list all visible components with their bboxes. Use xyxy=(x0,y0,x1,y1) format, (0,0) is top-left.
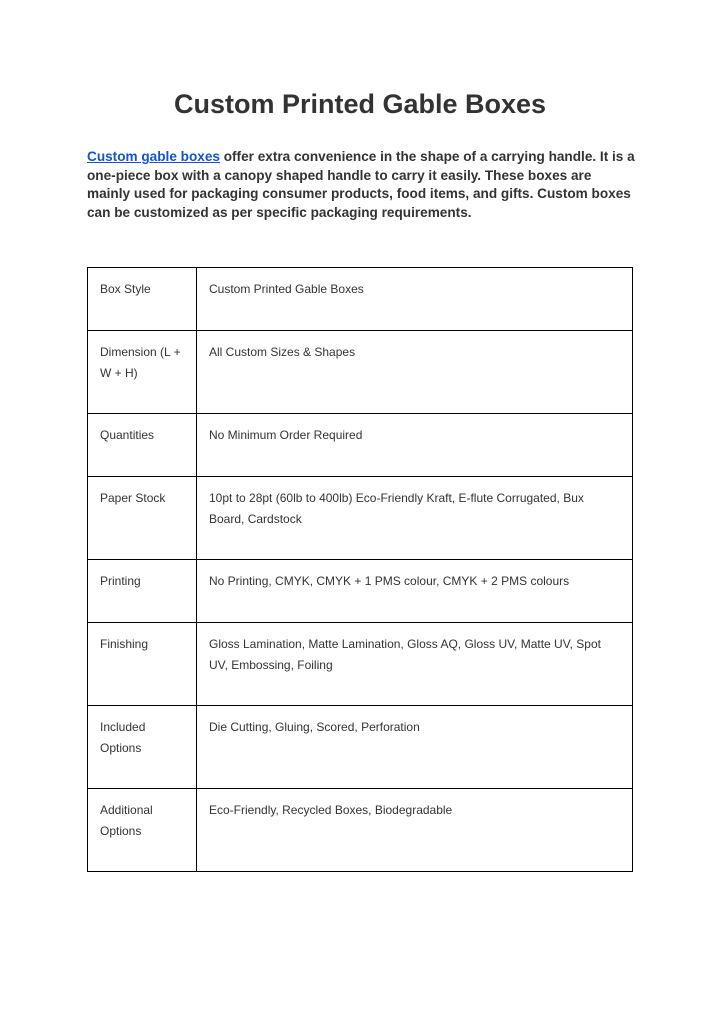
intro-text: offer extra convenience in the shape of a carrying handle. It is a one-piece box with a canopy shaped handle to carry it easily. These boxes are mainly used for packaging consumer products, food items, and gifts. Custom boxes can be customized as per specific packaging requirements. xyxy=(87,149,635,220)
spec-value-finishing: Gloss Lamination, Matte Lamination, Gloss AQ, Gloss UV, Matte UV, Spot UV, Embossing, Foiling xyxy=(197,623,633,706)
spec-label-printing: Printing xyxy=(88,560,197,623)
spec-label-dimension: Dimension (L + W + H) xyxy=(88,331,197,414)
table-row xyxy=(88,560,633,623)
spec-label-quantities: Quantities xyxy=(88,414,197,477)
spec-value-printing: No Printing, CMYK, CMYK + 1 PMS colour, CMYK + 2 PMS colours xyxy=(197,560,633,623)
page-title: Custom Printed Gable Boxes xyxy=(173,89,547,119)
table-row xyxy=(88,789,633,872)
spec-value-dimension: All Custom Sizes & Shapes xyxy=(197,331,633,414)
spec-value-paper-stock: 10pt to 28pt (60lb to 400lb) Eco-Friendly Kraft, E-flute Corrugated, Bux Board, Cardstock xyxy=(197,477,633,560)
table-row xyxy=(88,477,633,560)
spec-value-box-style: Custom Printed Gable Boxes xyxy=(197,268,633,331)
spec-value-quantities: No Minimum Order Required xyxy=(197,414,633,477)
table-row xyxy=(88,268,633,331)
table-row xyxy=(88,414,633,477)
table-row xyxy=(88,706,633,789)
spec-label-paper-stock: Paper Stock xyxy=(88,477,197,560)
intro-paragraph xyxy=(87,148,635,222)
spec-value-additional-options: Eco-Friendly, Recycled Boxes, Biodegradable xyxy=(197,789,633,872)
custom-gable-boxes-link[interactable]: Custom gable boxes xyxy=(87,149,220,164)
spec-table xyxy=(87,267,633,872)
spec-label-included-options: Included Options xyxy=(88,706,197,789)
spec-label-additional-options: Additional Options xyxy=(88,789,197,872)
spec-label-finishing: Finishing xyxy=(88,623,197,706)
table-row xyxy=(88,623,633,706)
spec-value-included-options: Die Cutting, Gluing, Scored, Perforation xyxy=(197,706,633,789)
table-row xyxy=(88,331,633,414)
spec-label-box-style: Box Style xyxy=(88,268,197,331)
